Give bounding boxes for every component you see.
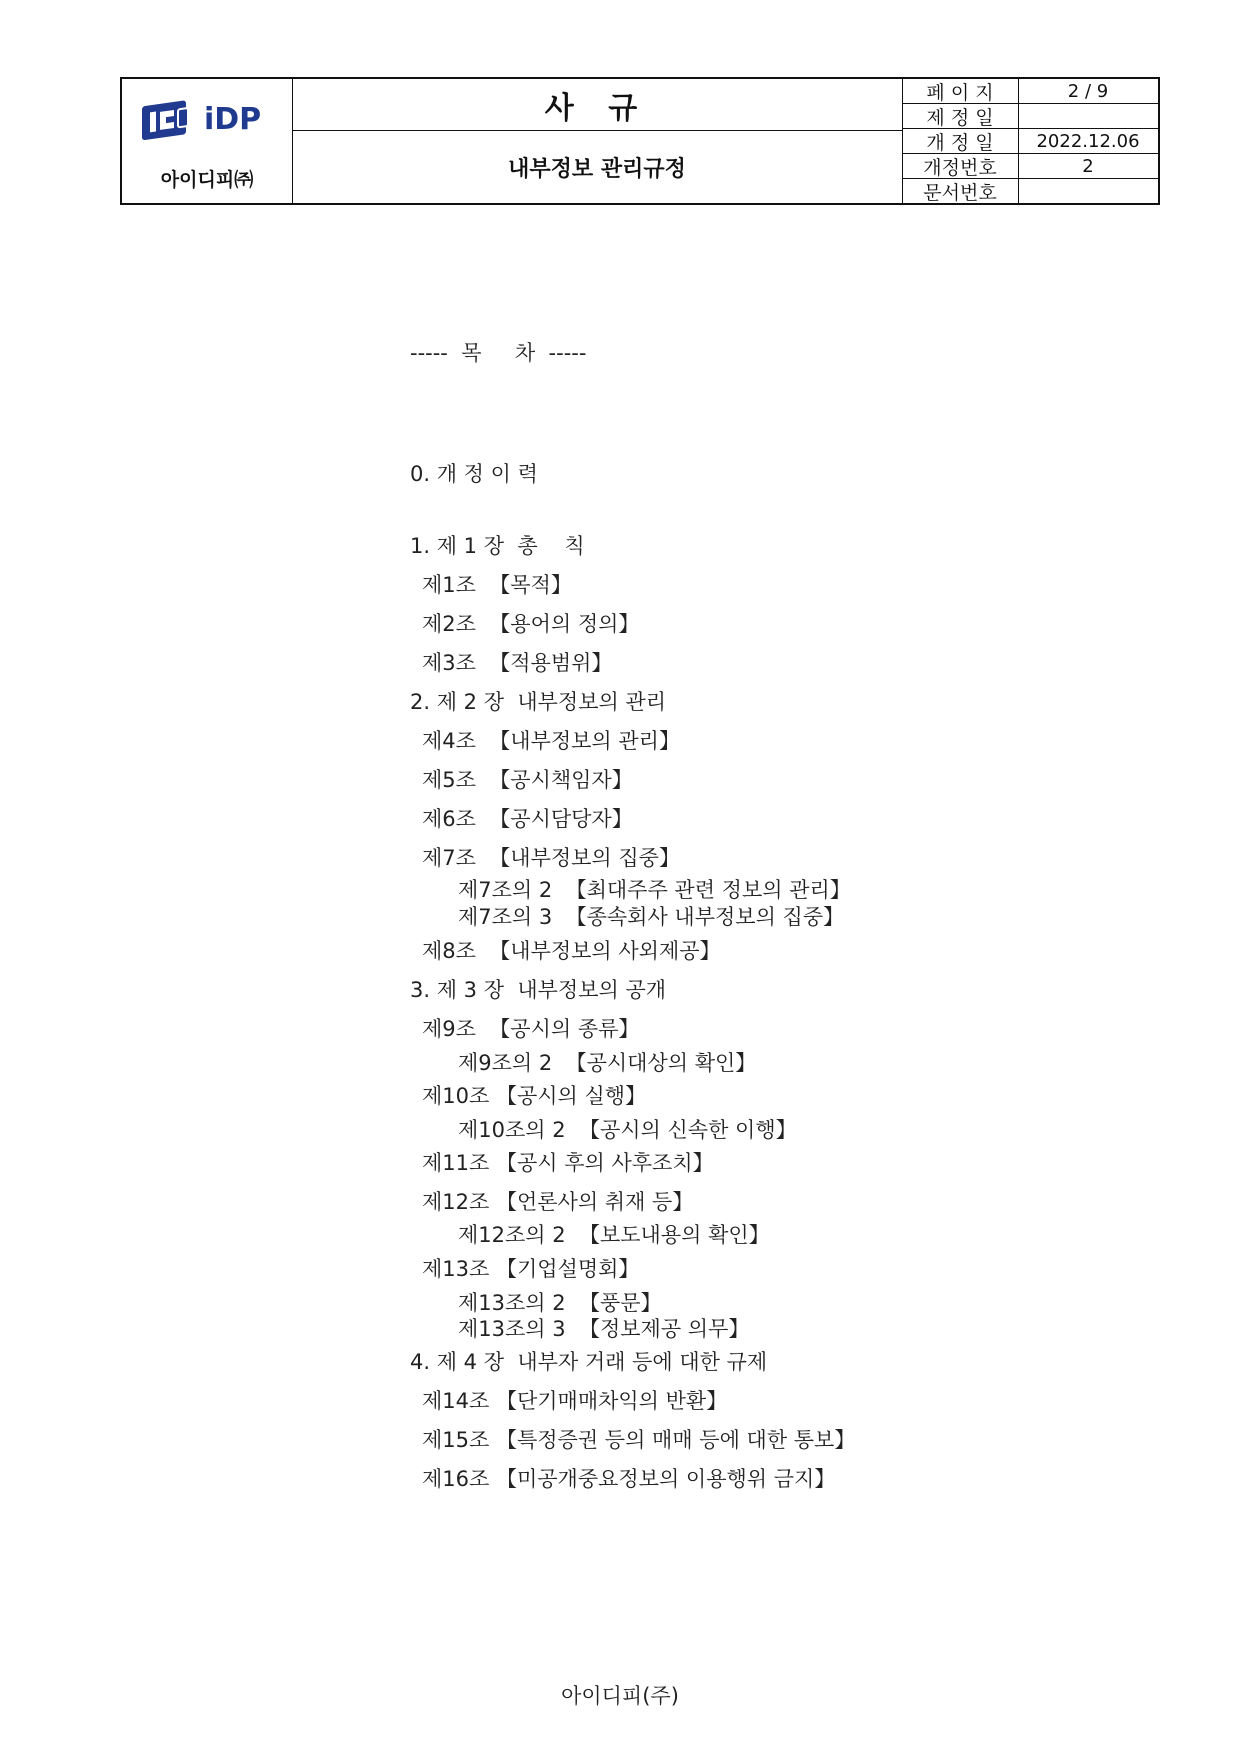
meta-label-revision-no: 개정번호: [923, 157, 997, 179]
toc-article: 제7조 【내부정보의 집중】: [422, 846, 680, 870]
meta-label-established: 제 정 일: [926, 107, 994, 129]
toc-article: 제6조 【공시담당자】: [422, 807, 633, 831]
toc-chapter: 4. 제 4 장 내부자 거래 등에 대한 규제: [410, 1350, 768, 1374]
toc-chapter: 1. 제 1 장 총 칙: [410, 534, 585, 558]
document-category: 사 규: [544, 91, 650, 126]
meta-value-established: [1018, 104, 1158, 129]
meta-label-revised: 개 정 일: [926, 132, 994, 154]
company-logo: [122, 79, 292, 203]
toc-sub-article: 제12조의 2 【보도내용의 확인】: [458, 1223, 770, 1247]
meta-value-revised: 2022.12.06: [1036, 131, 1140, 152]
toc-article: 제8조 【내부정보의 사외제공】: [422, 939, 721, 963]
toc-article: 제10조 【공시의 실행】: [422, 1084, 647, 1108]
toc-article: 제12조 【언론사의 취재 등】: [422, 1190, 694, 1214]
toc-sub-article: 제13조의 2 【풍문】: [458, 1291, 662, 1315]
toc-sub-article: 제7조의 3 【종속회사 내부정보의 집중】: [458, 905, 845, 929]
company-name: 아이디피㈜: [160, 169, 254, 191]
toc-article: 제4조 【내부정보의 관리】: [422, 729, 680, 753]
toc-article: 제5조 【공시책임자】: [422, 768, 633, 792]
toc-chapter: 3. 제 3 장 내부정보의 공개: [410, 978, 667, 1002]
meta-value-revision-no: 2: [1082, 156, 1094, 177]
toc-sub-article: 제7조의 2 【최대주주 관련 정보의 관리】: [458, 878, 851, 902]
document-header: [120, 77, 1160, 205]
meta-label-doc-no: 문서번호: [923, 182, 997, 204]
meta-value-page: 2 / 9: [1067, 81, 1109, 102]
toc-article: 제1조 【목적】: [422, 573, 572, 597]
toc-chapter: 2. 제 2 장 내부정보의 관리: [410, 690, 667, 714]
meta-label-page: 페 이 지: [926, 82, 994, 104]
toc-sub-article: 제9조의 2 【공시대상의 확인】: [458, 1051, 757, 1075]
toc-article: 제3조 【적용범위】: [422, 651, 613, 675]
toc-sub-article: 제10조의 2 【공시의 신속한 이행】: [458, 1118, 797, 1142]
toc-article: 제14조 【단기매매차익의 반환】: [422, 1389, 728, 1413]
toc-chapter: 0. 개 정 이 력: [410, 462, 538, 486]
toc-sub-article: 제13조의 3 【정보제공 의무】: [458, 1317, 750, 1341]
toc-article: 제13조 【기업설명회】: [422, 1257, 640, 1281]
meta-value-doc-no: [1018, 179, 1158, 204]
idp-logo-icon: [138, 91, 276, 141]
toc-heading: ----- 목 차 -----: [410, 341, 587, 365]
page-footer: 아이디피(주): [561, 1684, 679, 1708]
toc-article: 제15조 【특정증권 등의 매매 등에 대한 통보】: [422, 1428, 856, 1452]
toc-article: 제2조 【용어의 정의】: [422, 612, 640, 636]
toc-article: 제9조 【공시의 종류】: [422, 1017, 640, 1041]
document-title: 내부정보 관리규정: [508, 156, 686, 182]
toc-article: 제16조 【미공개중요정보의 이용행위 금지】: [422, 1467, 836, 1491]
svg-text:iDP: iDP: [204, 102, 262, 137]
toc-article: 제11조 【공시 후의 사후조치】: [422, 1151, 714, 1175]
